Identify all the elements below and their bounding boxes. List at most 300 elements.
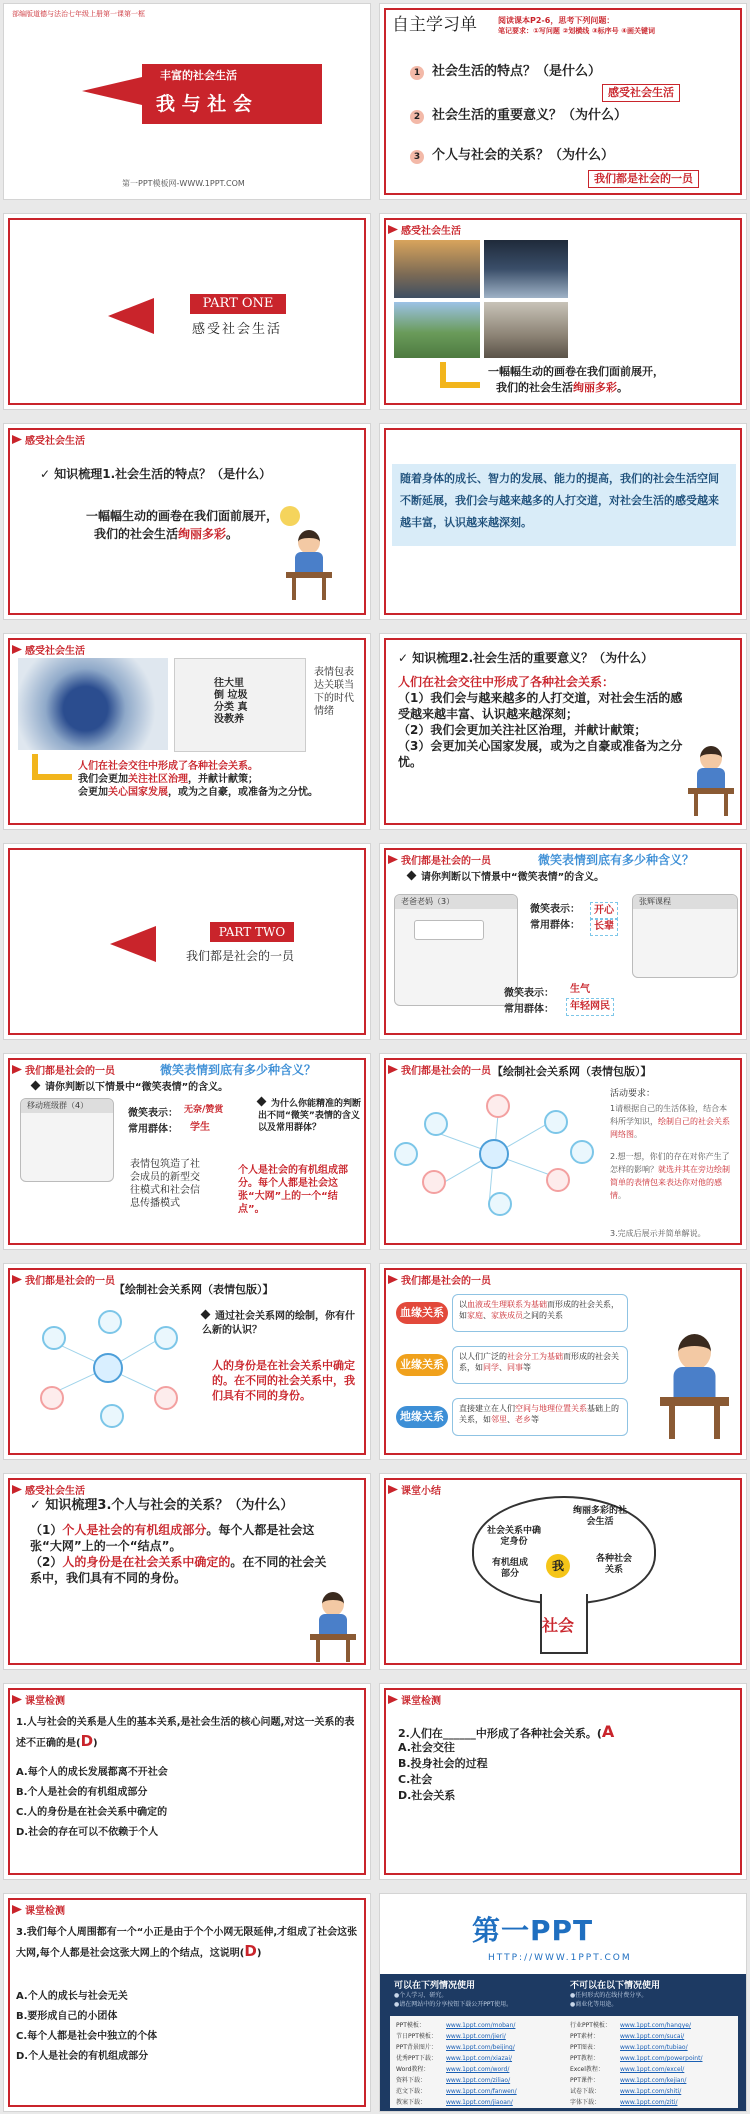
slide-header bbox=[12, 1272, 115, 1287]
activity-requirement-2 bbox=[610, 1150, 732, 1202]
chat-title: 移动班级群（4） bbox=[21, 1099, 113, 1113]
slide-summary[interactable] bbox=[379, 1473, 747, 1670]
smile-k4: 常用群体： bbox=[504, 1004, 554, 1015]
header-label: 我们都是社会的一员 bbox=[25, 1276, 115, 1287]
desc-highlight: 老乡 bbox=[515, 1415, 531, 1424]
part-one-label: PART ONE bbox=[190, 294, 286, 314]
slide-header bbox=[388, 222, 461, 237]
slide-part-two[interactable] bbox=[3, 843, 371, 1040]
slide-header bbox=[12, 1902, 65, 1917]
use-line-2: ●请在网站中的分享按钮下载公开PPT使用。 bbox=[394, 2001, 513, 2008]
reflection-question bbox=[202, 1310, 362, 1338]
header-label: 感受社会生活 bbox=[25, 1486, 85, 1497]
slide-title[interactable] bbox=[3, 3, 371, 200]
desc-highlight: 社会分工为基础 bbox=[507, 1352, 563, 1361]
desc-part: 以 bbox=[459, 1300, 467, 1309]
knowledge-1-line2 bbox=[94, 526, 238, 542]
knowledge-1-line1: 一幅幅生动的画卷在我们面前展开， bbox=[86, 509, 279, 523]
question-text: 1.人与社会的关系是人生的基本关系,是社会生活的核心问题,对这一关系的表述不正确的是( bbox=[16, 1717, 355, 1749]
slide-header bbox=[12, 1692, 65, 1707]
link-right-row bbox=[570, 2086, 736, 2097]
relation-network-diagram bbox=[18, 1308, 198, 1428]
chat-screenshot-class bbox=[20, 1098, 114, 1182]
header-label: 我们都是社会的一员 bbox=[401, 856, 491, 867]
heading-text: 知识梳理3.个人与社会的关系？（为什么） bbox=[45, 1498, 294, 1513]
slide-header bbox=[12, 1482, 85, 1497]
link-right-row bbox=[570, 2031, 736, 2042]
q3-num: 3 bbox=[410, 150, 424, 164]
smile-k1: 微笑表示： bbox=[128, 1108, 178, 1119]
line-end: 。在不同的社会关系中，我们具有不同的身份。 bbox=[30, 1555, 327, 1585]
link-url[interactable]: www.1ppt.com/word/ bbox=[446, 2066, 510, 2073]
line-end: 。每个人都是社会这张“大网”上的一个“结点”。 bbox=[30, 1523, 315, 1553]
quiz-1-option-d[interactable]: D.社会的存在可以不依赖于个人 bbox=[16, 1827, 159, 1838]
student-illustration bbox=[286, 530, 332, 600]
quiz-3-question: 3.我们每个人周围都有一个“小正是由于个个小网无限延伸,才组成了社会这张大网,每个人都是社会这张大网上的个结点，这说明(D) bbox=[16, 1927, 358, 1960]
smile-topic: 微笑表情到底有多少种含义？ bbox=[538, 853, 695, 867]
link-right-row bbox=[570, 2042, 736, 2053]
links-left-list bbox=[396, 2020, 562, 2108]
line-end: ，并献计献策； bbox=[188, 774, 258, 785]
header-label: 我们都是社会的一员 bbox=[401, 1276, 491, 1287]
student-illustration bbox=[660, 1334, 729, 1439]
desc-part: 、 bbox=[499, 1363, 507, 1372]
question-text: 2.人们在______中形成了各种社会关系。( bbox=[398, 1727, 602, 1740]
line-part: 我们会更加 bbox=[78, 774, 128, 785]
line-end: ，或为之自豪，或准备为之分忧。 bbox=[168, 787, 318, 798]
header-label: 课堂小结 bbox=[401, 1486, 441, 1497]
line-part: 会更加 bbox=[78, 787, 108, 798]
link-url[interactable]: www.1ppt.com/shiti/ bbox=[620, 2088, 682, 2095]
slide-header bbox=[388, 1692, 441, 1707]
check-icon: ✓ bbox=[398, 651, 413, 665]
link-url[interactable]: www.1ppt.com/sucai/ bbox=[620, 2033, 685, 2040]
slide-header bbox=[388, 1062, 491, 1077]
answer-text: A bbox=[601, 1722, 615, 1741]
slide-smile-meaning-2[interactable] bbox=[3, 1053, 371, 1250]
knowledge-1-heading bbox=[40, 466, 271, 482]
smile-v4: 年轻网民 bbox=[566, 998, 614, 1016]
blood-relation-desc bbox=[452, 1294, 628, 1332]
meme-side-note: 表情包表达关联当下的时代情绪 bbox=[314, 667, 354, 717]
link-label: 教案下载： bbox=[396, 2099, 427, 2106]
req-highlight: 就选并其在旁边绘制简单的表情包来表达你对他的感情 bbox=[610, 1165, 730, 1200]
quiz-3-option-d[interactable]: D.个人是社会的有机组成部分 bbox=[16, 2051, 149, 2062]
q2-num: 2 bbox=[410, 110, 424, 124]
q2-text: 社会生活的重要意义？（为什么） bbox=[432, 108, 628, 123]
q1-num: 1 bbox=[410, 66, 424, 80]
answer-text: D bbox=[244, 1942, 257, 1960]
link-url[interactable]: www.1ppt.com/excel/ bbox=[620, 2066, 685, 2073]
desc-part: 以人们广泛的 bbox=[459, 1352, 507, 1361]
slide-part-one[interactable] bbox=[3, 213, 371, 410]
link-url[interactable]: www.1ppt.com/ziliao/ bbox=[446, 2077, 511, 2084]
link-label: 试卷下载： bbox=[570, 2088, 601, 2095]
header-label: 感受社会生活 bbox=[25, 646, 85, 657]
chat-title: 老爸老妈（3） bbox=[395, 895, 517, 909]
yellow-arrow-shape bbox=[32, 754, 38, 780]
slide-growth[interactable] bbox=[379, 423, 747, 620]
line-part: （2） bbox=[30, 1555, 63, 1569]
knowledge-3-line1 bbox=[30, 1522, 330, 1554]
req-end: 。 bbox=[634, 1130, 642, 1139]
bullet-icon bbox=[201, 1310, 211, 1320]
knowledge-2-heading bbox=[398, 650, 653, 666]
smile-v2: 长辈 bbox=[590, 918, 618, 936]
smile-v1: 无奈/赞赏 bbox=[184, 1105, 224, 1115]
question-text: 通过社会关系网的绘制，你有什么新的认识？ bbox=[202, 1311, 355, 1336]
heading-text: 知识梳理2.社会生活的重要意义？（为什么） bbox=[412, 651, 654, 665]
caption-end: 。 bbox=[617, 381, 628, 394]
question-text: 3.我们每个人周围都有一个“小正是由于个个小网无限延伸,才组成了社会这张大网,每个人都是社会这张大网上的个结点，这说明( bbox=[16, 1927, 358, 1959]
desc-part: 而形成的社会关系，如 bbox=[459, 1300, 619, 1320]
line-part: （1） bbox=[30, 1523, 63, 1537]
lightbulb-icon bbox=[280, 506, 300, 526]
smile-instruction bbox=[408, 870, 604, 886]
flag-icon bbox=[12, 1905, 22, 1914]
link-left-row bbox=[396, 2020, 562, 2031]
desc-highlight: 家庭 bbox=[467, 1311, 483, 1320]
slide-header bbox=[388, 852, 491, 867]
smile-instruction bbox=[32, 1080, 228, 1096]
link-url[interactable]: www.1ppt.com/beijing/ bbox=[446, 2044, 515, 2051]
slide-header bbox=[12, 642, 85, 657]
desc-highlight: 空间与地理位置关系 bbox=[515, 1404, 587, 1413]
link-label: Word教程： bbox=[396, 2066, 430, 2073]
slide-emoji-meme[interactable] bbox=[3, 633, 371, 830]
smile-k2: 常用群体： bbox=[530, 920, 580, 931]
link-url[interactable]: www.1ppt.com/kejian/ bbox=[620, 2077, 687, 2084]
line-highlight: 绚丽多彩 bbox=[178, 527, 227, 541]
link-label: 字体下载： bbox=[570, 2099, 601, 2106]
scene-caption-1: 一幅幅生动的画卷在我们面前展开， bbox=[488, 365, 664, 378]
subtitle-text: 丰富的社会生活 bbox=[160, 69, 237, 82]
instruction-text: 请你判断以下情景中“微笑表情”的含义。 bbox=[45, 1082, 229, 1093]
network-title: 【绘制社会关系网（表情包版）】 bbox=[492, 1065, 652, 1078]
quiz-3-option-c[interactable]: C.每个人都是社会中独立的个体 bbox=[16, 2031, 158, 2042]
watermark-text: 第一PPT模板网-WWW.1PPT.COM bbox=[122, 179, 245, 188]
desc-highlight: 同事 bbox=[507, 1363, 523, 1372]
knowledge-3-line2 bbox=[30, 1554, 330, 1586]
meme-line-2 bbox=[78, 773, 258, 786]
geo-relation-desc bbox=[452, 1398, 628, 1436]
link-url[interactable]: www.1ppt.com/fanwen/ bbox=[446, 2088, 517, 2095]
wave-meme-image bbox=[18, 658, 168, 750]
smile-conclusion: 个人是社会的有机组成部分。每个人都是社会这张“大网”上的一个“结点”。 bbox=[238, 1165, 348, 1215]
link-right-row bbox=[570, 2053, 736, 2064]
link-label: 范文下载： bbox=[396, 2088, 427, 2095]
header-label: 感受社会生活 bbox=[25, 436, 85, 447]
meme-caption: 往大里倒 垃圾分类 真没教养 bbox=[214, 678, 248, 725]
check-icon: ✓ bbox=[40, 467, 55, 481]
slide-network-activity[interactable] bbox=[379, 1053, 747, 1250]
answer-1: 感受社会生活 bbox=[602, 84, 680, 102]
quiz-2-option-c[interactable]: C.社会 bbox=[398, 1773, 433, 1786]
blood-relation-label: 血缘关系 bbox=[396, 1302, 448, 1324]
slide-quiz-1[interactable] bbox=[3, 1683, 371, 1880]
quiz-2-option-b[interactable]: B.投身社会的过程 bbox=[398, 1757, 488, 1770]
link-url[interactable]: www.1ppt.com/tubiao/ bbox=[620, 2044, 688, 2051]
activity-requirement-1 bbox=[610, 1102, 732, 1141]
work-relation-desc bbox=[452, 1346, 628, 1384]
flag-icon bbox=[388, 1065, 398, 1074]
study-instruction-1: 阅读课本P2-6，思考下列问题： bbox=[498, 16, 615, 25]
flag-icon bbox=[388, 1695, 398, 1704]
smile-v1: 开心 bbox=[590, 902, 618, 920]
smile-k3: 微笑表示： bbox=[504, 988, 554, 999]
part-arrow-shape bbox=[110, 926, 156, 962]
smile-v2: 学生 bbox=[190, 1122, 210, 1133]
scene-caption-2 bbox=[496, 380, 628, 396]
growth-paragraph: 随着身体的成长、智力的发展、能力的提高，我们的社会生活空间不断延展，我们会与越来越多的人打交道，对社会生活的感受越来越丰富，认识越来越深刻。 bbox=[392, 464, 736, 546]
link-label: PPT图表： bbox=[570, 2044, 599, 2051]
instruction-text: 请你判断以下情景中“微笑表情”的含义。 bbox=[421, 872, 605, 883]
smile-left-note: 表情包筑造了社会成员的新型交往模式和社会信息传播模式 bbox=[130, 1159, 200, 1209]
question-text: 为什么你能精准的判断出不同“微笑”表情的含义以及常用群体？ bbox=[258, 1099, 362, 1133]
part-two-title: 我们都是社会的一员 bbox=[186, 949, 295, 963]
reflection-answer: 人的身份是在社会关系中确定的。在不同的社会关系中，我们具有不同的身份。 bbox=[212, 1359, 355, 1402]
use-line-1: ●个人学习、研究。 bbox=[394, 1992, 448, 1999]
link-left-row bbox=[396, 2075, 562, 2086]
caption-part: 我们的社会生活 bbox=[496, 381, 573, 394]
slide-header bbox=[388, 1482, 441, 1497]
flag-icon bbox=[388, 855, 398, 864]
publisher-text: 部编版道德与法治七年级上册第一课第一框 bbox=[12, 10, 145, 18]
quiz-1-option-a[interactable]: A.每个人的成长发展都离不开社会 bbox=[16, 1767, 168, 1778]
quiz-3-option-a[interactable]: A.个人的成长与社会无关 bbox=[16, 1991, 128, 2002]
header-label: 感受社会生活 bbox=[401, 226, 461, 237]
link-url[interactable]: www.1ppt.com/hangye/ bbox=[620, 2022, 691, 2029]
bullet-icon bbox=[257, 1097, 267, 1107]
flag-icon bbox=[12, 645, 22, 654]
link-label: PPT素材： bbox=[570, 2033, 599, 2040]
req-highlight: 绘制自己的社会关系网络图 bbox=[610, 1117, 730, 1139]
bullet-icon bbox=[407, 871, 417, 881]
summary-node-4: 各种社会关系 bbox=[595, 1554, 632, 1575]
link-label: 行业PPT模板： bbox=[570, 2022, 611, 2029]
flag-icon bbox=[12, 1695, 22, 1704]
nouse-line-2: ●商业化等用途。 bbox=[570, 2001, 618, 2008]
work-relation-label: 业缘关系 bbox=[396, 1354, 448, 1376]
link-url[interactable]: www.1ppt.com/ziti/ bbox=[620, 2099, 678, 2106]
village-photo bbox=[394, 302, 480, 358]
desc-highlight: 血液或生理联系为基础 bbox=[467, 1300, 547, 1309]
link-url[interactable]: www.1ppt.com/powerpoint/ bbox=[620, 2055, 703, 2062]
slide-knowledge-1[interactable] bbox=[3, 423, 371, 620]
chat-screenshot-friend bbox=[632, 894, 738, 978]
question-end: ) bbox=[93, 1738, 98, 1749]
quiz-1-question bbox=[16, 1714, 360, 1753]
q1-text: 社会生活的特点？（是什么） bbox=[432, 64, 602, 79]
desc-highlight: 邻里 bbox=[491, 1415, 507, 1424]
desc-part: 之间的关系 bbox=[523, 1311, 563, 1320]
desc-part: 直接建立在人们 bbox=[459, 1404, 515, 1413]
line-end: 。 bbox=[226, 527, 239, 541]
link-right-row bbox=[570, 2097, 736, 2108]
smile-topic: 微笑表情到底有多少种含义？ bbox=[160, 1063, 317, 1077]
slide-scenes[interactable] bbox=[379, 213, 747, 410]
network-title: 【绘制社会关系网（表情包版）】 bbox=[114, 1283, 274, 1296]
activity-requirement-3: 3.完成后展示并简单解说。 bbox=[610, 1229, 706, 1238]
link-url[interactable]: www.1ppt.com/xiazai/ bbox=[446, 2055, 513, 2062]
slide-study-sheet[interactable] bbox=[379, 3, 747, 200]
desc-highlight: 同学 bbox=[483, 1363, 499, 1372]
meme-line-3 bbox=[78, 786, 318, 799]
part-two-label: PART TWO bbox=[210, 922, 294, 942]
line-highlight: 个人是社会的有机组成部分 bbox=[62, 1523, 207, 1537]
use-title: 可以在下列情况使用 bbox=[394, 1981, 476, 1991]
link-right-row bbox=[570, 2075, 736, 2086]
relation-network-diagram bbox=[394, 1094, 594, 1214]
geo-relation-label: 地缘关系 bbox=[396, 1406, 448, 1428]
knowledge-2-line1: 人们在社会交往中形成了各种社会关系： bbox=[398, 675, 615, 689]
bullet-icon bbox=[31, 1081, 41, 1091]
center-node bbox=[479, 1139, 509, 1169]
chat-title: 张辉课程 bbox=[633, 895, 737, 909]
check-icon: ✓ bbox=[30, 1498, 46, 1513]
summary-node-me: 我 bbox=[546, 1554, 570, 1578]
title-text: 我 与 社 会 bbox=[156, 93, 252, 115]
link-label: PPT模板： bbox=[396, 2022, 425, 2029]
slide-knowledge-2[interactable] bbox=[379, 633, 747, 830]
desc-part: 等 bbox=[531, 1415, 539, 1424]
link-left-row bbox=[396, 2086, 562, 2097]
smile-k2: 常用群体： bbox=[128, 1124, 178, 1135]
flag-icon bbox=[388, 1275, 398, 1284]
line-highlight: 关心国家发展 bbox=[108, 787, 168, 798]
smile-v3: 生气 bbox=[570, 984, 590, 995]
desc-part: 基础上的关系，如 bbox=[459, 1404, 619, 1424]
slide-header bbox=[12, 432, 85, 447]
knowledge-3-heading bbox=[30, 1498, 293, 1514]
meme-line-1: 人们在社会交往中形成了各种社会关系。 bbox=[78, 761, 258, 772]
line-highlight: 关注社区治理 bbox=[128, 774, 188, 785]
slide-smile-meaning-1[interactable] bbox=[379, 843, 747, 1040]
slide-quiz-3[interactable] bbox=[3, 1893, 371, 2112]
desc-highlight: 家族成员 bbox=[491, 1311, 523, 1320]
link-right-row bbox=[570, 2064, 736, 2075]
center-node bbox=[93, 1353, 123, 1383]
quiz-2-option-d[interactable]: D.社会关系 bbox=[398, 1789, 456, 1802]
slide-copyright[interactable] bbox=[379, 1893, 747, 2112]
links-right-list bbox=[570, 2020, 736, 2108]
title-arrow-shape bbox=[82, 77, 142, 105]
link-left-row bbox=[396, 2064, 562, 2075]
flag-icon bbox=[12, 435, 22, 444]
study-sheet-title: 自主学习单 bbox=[392, 15, 477, 35]
line-part: 我们的社会生活 bbox=[94, 527, 179, 541]
link-right-row bbox=[570, 2020, 736, 2031]
summary-node-3: 有机组成部分 bbox=[491, 1558, 528, 1579]
link-label: 资料下载： bbox=[396, 2077, 427, 2084]
slide-knowledge-3[interactable] bbox=[3, 1473, 371, 1670]
knowledge-2-line2: （1）我们会与越来越多的人打交道，对社会生活的感受越来越丰富、认识越来越深刻； bbox=[398, 691, 683, 721]
mall-photo bbox=[484, 302, 568, 358]
slide-header bbox=[388, 1272, 491, 1287]
link-url[interactable]: www.1ppt.com/jieri/ bbox=[446, 2033, 506, 2040]
line-highlight: 人的身份是在社会关系中确定的 bbox=[62, 1555, 231, 1569]
smile-question bbox=[258, 1098, 362, 1134]
req-part: 1请根据自己的生活体验，结合本科所学知识， bbox=[610, 1104, 728, 1126]
desc-part: 等 bbox=[523, 1363, 531, 1372]
link-url[interactable]: www.1ppt.com/moban/ bbox=[446, 2022, 516, 2029]
quiz-2-option-a[interactable]: A.社会交往 bbox=[398, 1741, 455, 1754]
link-label: 优秀PPT下载： bbox=[396, 2055, 437, 2062]
caption-highlight: 绚丽多彩 bbox=[573, 381, 617, 394]
desc-part: 、 bbox=[483, 1311, 491, 1320]
flag-icon bbox=[12, 1275, 22, 1284]
summary-node-1: 绚丽多彩的社会生活 bbox=[572, 1506, 627, 1527]
link-label: PPT课件： bbox=[570, 2077, 599, 2084]
brand-logo: 第一PPT bbox=[472, 1914, 594, 1947]
header-label: 课堂检测 bbox=[401, 1696, 441, 1707]
part-one-title: 感受社会生活 bbox=[192, 322, 283, 337]
heading-text: 知识梳理1.社会生活的特点？（是什么） bbox=[54, 467, 272, 481]
nouse-line-1: ●任何形式的在线付费分享。 bbox=[570, 1992, 648, 1999]
slide-network-reflection[interactable] bbox=[3, 1263, 371, 1460]
header-label: 我们都是社会的一员 bbox=[401, 1066, 491, 1077]
slide-relation-types[interactable] bbox=[379, 1263, 747, 1460]
link-label: Excel教程： bbox=[570, 2066, 604, 2073]
link-label: PPT背景图片： bbox=[396, 2044, 437, 2051]
flag-icon bbox=[12, 1065, 22, 1074]
chat-screenshot-parents bbox=[394, 894, 518, 1006]
link-label: 节日PPT模板： bbox=[396, 2033, 437, 2040]
answer-text: D bbox=[80, 1732, 94, 1750]
req-part: 2.想一想，你们的存在对你产生了怎样的影响？ bbox=[610, 1152, 730, 1174]
desc-part: 而形成的社会关系，如 bbox=[459, 1352, 619, 1372]
slide-quiz-2[interactable] bbox=[379, 1683, 747, 1880]
student-illustration bbox=[688, 746, 734, 816]
header-label: 课堂检测 bbox=[25, 1696, 65, 1707]
answer-3: 我们都是社会的一员 bbox=[588, 170, 699, 188]
smile-k1: 微笑表示： bbox=[530, 904, 580, 915]
link-left-row bbox=[396, 2053, 562, 2064]
link-left-row bbox=[396, 2031, 562, 2042]
desc-part: 、 bbox=[507, 1415, 515, 1424]
quiz-1-option-c[interactable]: C.人的身份是在社会关系中确定的 bbox=[16, 1807, 168, 1818]
quiz-3-option-b[interactable]: B.要形成自己的小团体 bbox=[16, 2011, 118, 2022]
summary-node-2: 社会关系中确定身份 bbox=[486, 1526, 541, 1547]
yellow-arrow-shape bbox=[440, 362, 446, 388]
quiz-1-option-b[interactable]: B.个人是社会的有机组成部分 bbox=[16, 1787, 148, 1798]
knowledge-2-line4: （3）会更加关心国家发展，或为之自豪或准备为之分忧。 bbox=[398, 739, 683, 769]
slide-header bbox=[12, 1062, 115, 1077]
link-left-row bbox=[396, 2097, 562, 2108]
night-city-photo bbox=[484, 240, 568, 298]
header-label: 我们都是社会的一员 bbox=[25, 1066, 115, 1077]
link-url[interactable]: www.1ppt.com/jiaoan/ bbox=[446, 2099, 513, 2106]
flag-icon bbox=[388, 225, 398, 234]
part-arrow-shape bbox=[108, 298, 154, 334]
knowledge-2-line3: （2）我们会更加关注社区治理，并献计献策； bbox=[398, 723, 647, 737]
link-left-row bbox=[396, 2042, 562, 2053]
student-illustration bbox=[310, 1592, 356, 1662]
flag-icon bbox=[388, 1485, 398, 1494]
flag-icon bbox=[12, 1485, 22, 1494]
nouse-title: 不可以在以下情况使用 bbox=[570, 1981, 661, 1991]
chat-bubble bbox=[414, 920, 484, 940]
req-end: 。 bbox=[618, 1191, 626, 1200]
link-label: PPT教程： bbox=[570, 2055, 599, 2062]
header-label: 课堂检测 bbox=[25, 1906, 65, 1917]
summary-root: 社会 bbox=[542, 1616, 575, 1635]
q3-text: 个人与社会的关系？（为什么） bbox=[432, 148, 615, 163]
city-photo bbox=[394, 240, 480, 298]
activity-requirement-title: 活动要求： bbox=[610, 1089, 656, 1099]
brand-url[interactable]: HTTP://WWW.1PPT.COM bbox=[488, 1953, 632, 1963]
study-instruction-2: 笔记要求：①写问题 ②划横线 ③标序号 ④画关键词 bbox=[498, 27, 656, 35]
